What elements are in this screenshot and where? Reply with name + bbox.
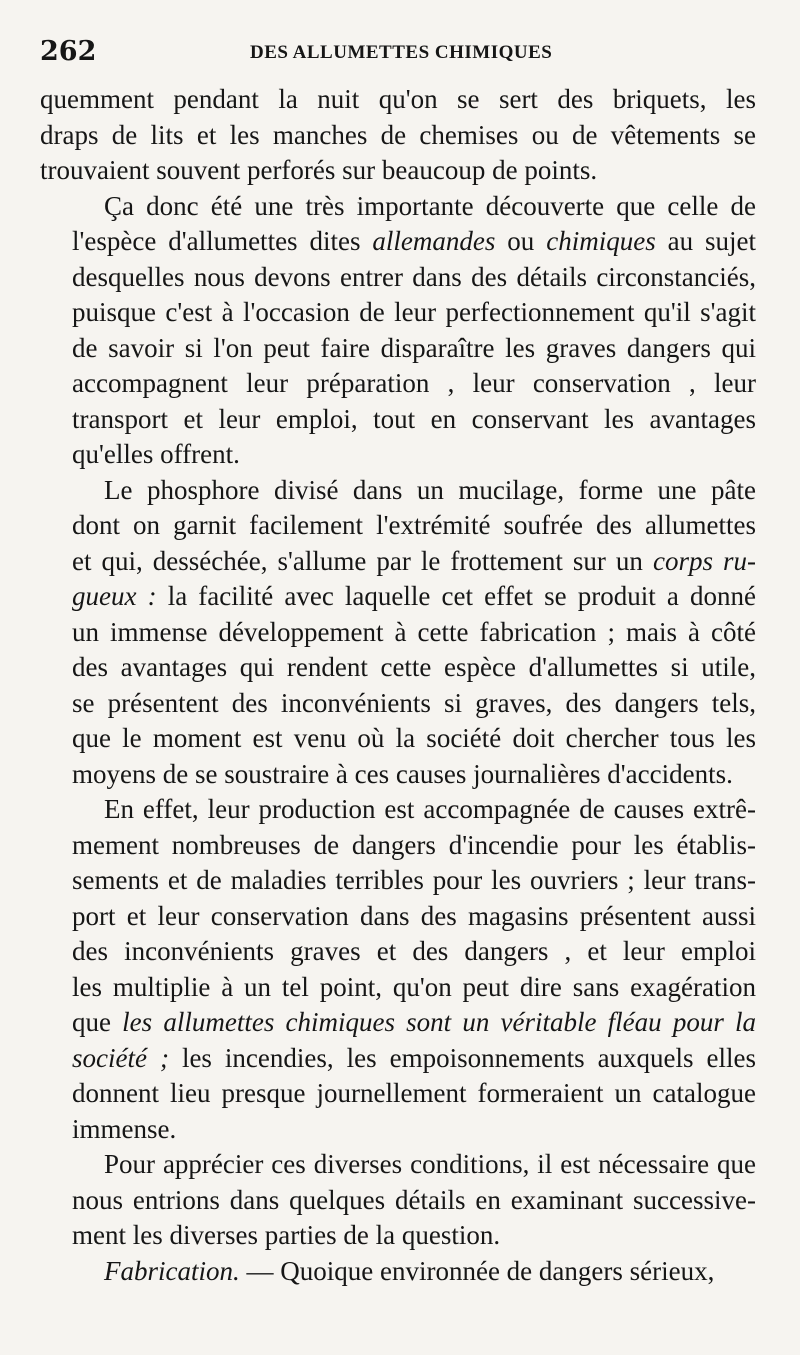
text-line: qu'elles offrent. xyxy=(72,439,240,469)
text-line: port et leur conservation dans des magasins présentent aussi xyxy=(72,900,756,931)
text-line: nous entrions dans quelques détails en examinant successive- xyxy=(72,1184,756,1215)
page-number: 262 xyxy=(40,36,97,67)
page-header xyxy=(40,36,760,76)
text-line: se présentent des inconvénients si graves, des dangers tels, xyxy=(72,687,756,718)
text-line: mement nombreuses de dangers d'incendie pour les établis- xyxy=(72,829,756,860)
text-line: En effet, leur production est accompagnée de causes extrê- xyxy=(104,794,756,824)
paragraph xyxy=(40,473,756,793)
text-line: l'espèce d'allumettes dites allemandes ou chimiques au sujet xyxy=(72,226,757,256)
text-line: draps de lits et les manches de chemises ou de vêtements se xyxy=(40,119,756,150)
text-line: Le phosphore divisé dans un mucilage, forme une pâte xyxy=(104,474,756,505)
text-line: gueux : la facilité avec laquelle cet effet se produit a donné xyxy=(72,581,756,611)
text-line: Pour apprécier ces diverses conditions, il est nécessaire que xyxy=(104,1149,756,1179)
text-line: accompagnent leur préparation , leur conservation , leur xyxy=(72,368,756,398)
text-line: les multiplie à un tel point, qu'on peut dire sans exagération xyxy=(72,971,756,1002)
text-line: transport et leur emploi, tout en conservant les avantages xyxy=(72,403,756,434)
italic-text: gueux : xyxy=(72,581,157,611)
paragraph xyxy=(40,792,756,1147)
italic-text: allemandes xyxy=(372,226,496,256)
italic-text: Fabrication. xyxy=(104,1255,240,1286)
paragraph xyxy=(40,189,756,473)
text-line: que les allumettes chimiques sont un véritable fléau pour la xyxy=(72,1007,757,1037)
text-line: que le moment est venu où la société doit chercher tous les xyxy=(72,723,756,753)
text-line: desquelles nous devons entrer dans des détails circonstanciés, xyxy=(72,261,756,292)
text-line: Ça donc été une très importante découverte que celle de xyxy=(104,190,756,221)
italic-text: chimiques xyxy=(546,226,656,256)
text-line: des inconvénients graves et des dangers , et leur emploi xyxy=(72,936,756,966)
text-line: un immense développement à cette fabrication ; mais à côté xyxy=(72,616,756,647)
paragraph xyxy=(40,1147,756,1254)
italic-text: les allumettes chimiques sont un véritable fléau pour la xyxy=(122,1007,757,1037)
text-line: ment les diverses parties de la question. xyxy=(72,1220,501,1250)
text-line: de savoir si l'on peut faire disparaître les graves dangers qui xyxy=(72,332,756,363)
running-title: DES ALLUMETTES CHIMIQUES xyxy=(250,42,553,63)
text-line: sements et de maladies terribles pour les ouvriers ; leur trans- xyxy=(72,865,756,895)
paragraph xyxy=(40,1254,756,1290)
text-line: des avantages qui rendent cette espèce d'allumettes si utile, xyxy=(72,652,756,682)
text-line: société ; les incendies, les empoisonnements auxquels elles xyxy=(72,1042,757,1073)
text-line: donnent lieu presque journellement formeraient un catalogue xyxy=(72,1078,756,1108)
italic-text: corps ru- xyxy=(652,545,756,576)
text-line: dont on garnit facilement l'extrémité soufrée des allumettes xyxy=(72,510,756,540)
text-line: puisque c'est à l'occasion de leur perfectionnement qu'il s'agit xyxy=(72,297,756,327)
text-line: et qui, desséchée, s'allume par le frottement sur un corps ru- xyxy=(72,545,756,576)
italic-text: société ; xyxy=(72,1042,169,1073)
paragraph xyxy=(40,82,756,189)
text-line: Fabrication. — Quoique environnée de dangers sérieux, xyxy=(104,1255,715,1286)
text-line: quemment pendant la nuit qu'on se sert des briquets, les xyxy=(40,84,756,114)
body-text xyxy=(40,82,756,1289)
text-line: immense. xyxy=(72,1113,177,1144)
text-line: moyens de se soustraire à ces causes journalières d'accidents. xyxy=(72,758,733,789)
text-line: trouvaient souvent perforés sur beaucoup de points. xyxy=(40,155,598,185)
